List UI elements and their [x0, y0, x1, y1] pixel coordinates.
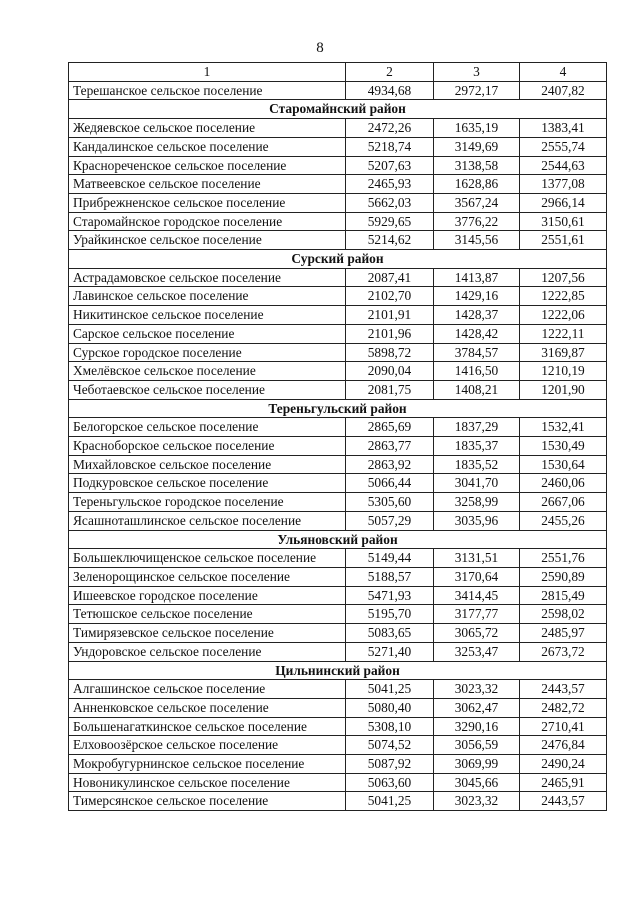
settlement-name-cell: Тимерсянское сельское поселение — [69, 792, 346, 811]
settlement-name-cell: Зеленорощинское сельское поселение — [69, 567, 346, 586]
table-row — [69, 755, 607, 774]
value-col4-cell: 2443,57 — [520, 680, 607, 699]
value-col3-cell: 1835,37 — [434, 437, 520, 456]
value-col4-cell: 2455,26 — [520, 511, 607, 530]
settlement-name-cell: Терешанское сельское поселение — [69, 81, 346, 100]
value-col2-cell: 2863,77 — [346, 437, 434, 456]
value-col2-cell: 5305,60 — [346, 493, 434, 512]
value-col2-cell: 5214,62 — [346, 231, 434, 250]
value-col3-cell: 2972,17 — [434, 81, 520, 100]
value-col2-cell: 2081,75 — [346, 380, 434, 399]
value-col2-cell: 2865,69 — [346, 418, 434, 437]
table-row — [69, 418, 607, 437]
value-col3-cell: 3062,47 — [434, 698, 520, 717]
settlement-name-cell: Жедяевское сельское поселение — [69, 119, 346, 138]
table-row — [69, 474, 607, 493]
table-row — [69, 680, 607, 699]
value-col4-cell: 2460,06 — [520, 474, 607, 493]
value-col4-cell: 1530,64 — [520, 455, 607, 474]
value-col2-cell: 5041,25 — [346, 680, 434, 699]
value-col3-cell: 1837,29 — [434, 418, 520, 437]
value-col4-cell: 1383,41 — [520, 119, 607, 138]
value-col4-cell: 2667,06 — [520, 493, 607, 512]
value-col4-cell: 2598,02 — [520, 605, 607, 624]
value-col3-cell: 3065,72 — [434, 624, 520, 643]
settlement-name-cell: Ишеевское городское поселение — [69, 586, 346, 605]
value-col3-cell: 3131,51 — [434, 549, 520, 568]
value-col3-cell: 3776,22 — [434, 212, 520, 231]
value-col2-cell: 5195,70 — [346, 605, 434, 624]
value-col3-cell: 3069,99 — [434, 755, 520, 774]
value-col2-cell: 5063,60 — [346, 773, 434, 792]
table-row — [69, 792, 607, 811]
value-col4-cell: 2490,24 — [520, 755, 607, 774]
table-row — [69, 156, 607, 175]
table-row — [69, 642, 607, 661]
table-row — [69, 698, 607, 717]
value-col2-cell: 5083,65 — [346, 624, 434, 643]
value-col3-cell: 1635,19 — [434, 119, 520, 138]
value-col3-cell: 1428,42 — [434, 324, 520, 343]
value-col4-cell: 1207,56 — [520, 268, 607, 287]
value-col4-cell: 2815,49 — [520, 586, 607, 605]
table-row — [69, 362, 607, 381]
value-col2-cell: 2101,96 — [346, 324, 434, 343]
table-row — [69, 81, 607, 100]
settlement-name-cell: Сурское городское поселение — [69, 343, 346, 362]
settlement-name-cell: Большенагаткинское сельское поселение — [69, 717, 346, 736]
settlement-name-cell: Елховоозёрское сельское поселение — [69, 736, 346, 755]
district-heading: Сурский район — [69, 250, 607, 269]
value-col4-cell: 1222,06 — [520, 306, 607, 325]
value-col2-cell: 5898,72 — [346, 343, 434, 362]
value-col2-cell: 5662,03 — [346, 193, 434, 212]
value-col3-cell: 3138,58 — [434, 156, 520, 175]
table-row — [69, 624, 607, 643]
value-col3-cell: 1428,37 — [434, 306, 520, 325]
value-col4-cell: 1377,08 — [520, 175, 607, 194]
value-col3-cell: 1416,50 — [434, 362, 520, 381]
settlement-name-cell: Новоникулинское сельское поселение — [69, 773, 346, 792]
value-col3-cell: 3253,47 — [434, 642, 520, 661]
table-row — [69, 343, 607, 362]
value-col3-cell: 3045,66 — [434, 773, 520, 792]
value-col3-cell: 3258,99 — [434, 493, 520, 512]
value-col2-cell: 5271,40 — [346, 642, 434, 661]
value-col2-cell: 2472,26 — [346, 119, 434, 138]
column-header: 1 — [69, 63, 346, 82]
value-col3-cell: 1413,87 — [434, 268, 520, 287]
settlement-name-cell: Белогорское сельское поселение — [69, 418, 346, 437]
table-row — [69, 212, 607, 231]
value-col3-cell: 3023,32 — [434, 792, 520, 811]
value-col4-cell: 2476,84 — [520, 736, 607, 755]
settlement-name-cell: Астрадамовское сельское поселение — [69, 268, 346, 287]
value-col3-cell: 3035,96 — [434, 511, 520, 530]
settlement-name-cell: Чеботаевское сельское поселение — [69, 380, 346, 399]
district-heading-row — [69, 530, 607, 549]
value-col4-cell: 2673,72 — [520, 642, 607, 661]
value-col3-cell: 1628,86 — [434, 175, 520, 194]
value-col2-cell: 2863,92 — [346, 455, 434, 474]
table-body — [69, 63, 607, 811]
value-col2-cell: 5074,52 — [346, 736, 434, 755]
value-col2-cell: 5929,65 — [346, 212, 434, 231]
value-col4-cell: 3169,87 — [520, 343, 607, 362]
value-col4-cell: 2590,89 — [520, 567, 607, 586]
settlement-name-cell: Старомайнское городское поселение — [69, 212, 346, 231]
value-col4-cell: 1222,85 — [520, 287, 607, 306]
table-row — [69, 137, 607, 156]
table-row — [69, 736, 607, 755]
settlement-name-cell: Прибрежненское сельское поселение — [69, 193, 346, 212]
settlement-name-cell: Мокробугурнинское сельское поселение — [69, 755, 346, 774]
table-row — [69, 437, 607, 456]
district-heading: Старомайнский район — [69, 100, 607, 119]
table-row — [69, 268, 607, 287]
value-col3-cell: 1429,16 — [434, 287, 520, 306]
value-col4-cell: 1530,49 — [520, 437, 607, 456]
value-col2-cell: 2087,41 — [346, 268, 434, 287]
value-col4-cell: 2544,63 — [520, 156, 607, 175]
column-header: 4 — [520, 63, 607, 82]
value-col4-cell: 1210,19 — [520, 362, 607, 381]
value-col2-cell: 5041,25 — [346, 792, 434, 811]
value-col3-cell: 3023,32 — [434, 680, 520, 699]
settlement-name-cell: Тетюшское сельское поселение — [69, 605, 346, 624]
value-col4-cell: 1222,11 — [520, 324, 607, 343]
table-row — [69, 175, 607, 194]
settlement-name-cell: Сарское сельское поселение — [69, 324, 346, 343]
value-col4-cell: 2407,82 — [520, 81, 607, 100]
value-col3-cell: 3290,16 — [434, 717, 520, 736]
table-row — [69, 193, 607, 212]
settlement-name-cell: Краснореченское сельское поселение — [69, 156, 346, 175]
value-col3-cell: 3041,70 — [434, 474, 520, 493]
value-col2-cell: 5057,29 — [346, 511, 434, 530]
value-col2-cell: 2465,93 — [346, 175, 434, 194]
settlement-name-cell: Тереньгульское городское поселение — [69, 493, 346, 512]
value-col4-cell: 2555,74 — [520, 137, 607, 156]
district-heading-row — [69, 100, 607, 119]
value-col2-cell: 4934,68 — [346, 81, 434, 100]
value-col3-cell: 3145,56 — [434, 231, 520, 250]
settlement-name-cell: Никитинское сельское поселение — [69, 306, 346, 325]
data-table — [68, 62, 607, 811]
value-col4-cell: 2966,14 — [520, 193, 607, 212]
value-col4-cell: 1532,41 — [520, 418, 607, 437]
settlement-name-cell: Алгашинское сельское поселение — [69, 680, 346, 699]
table-row — [69, 306, 607, 325]
table-row — [69, 231, 607, 250]
value-col4-cell: 2482,72 — [520, 698, 607, 717]
value-col4-cell: 2485,97 — [520, 624, 607, 643]
district-heading-row — [69, 250, 607, 269]
table-row — [69, 324, 607, 343]
settlement-name-cell: Подкуровское сельское поселение — [69, 474, 346, 493]
value-col3-cell: 1408,21 — [434, 380, 520, 399]
settlement-name-cell: Анненковское сельское поселение — [69, 698, 346, 717]
value-col3-cell: 3784,57 — [434, 343, 520, 362]
value-col3-cell: 3149,69 — [434, 137, 520, 156]
district-heading: Цильнинский район — [69, 661, 607, 680]
value-col3-cell: 1835,52 — [434, 455, 520, 474]
table-row — [69, 511, 607, 530]
table-row — [69, 119, 607, 138]
value-col4-cell: 2465,91 — [520, 773, 607, 792]
value-col2-cell: 5149,44 — [346, 549, 434, 568]
value-col2-cell: 2102,70 — [346, 287, 434, 306]
value-col2-cell: 2101,91 — [346, 306, 434, 325]
value-col4-cell: 1201,90 — [520, 380, 607, 399]
value-col2-cell: 5087,92 — [346, 755, 434, 774]
table-row — [69, 380, 607, 399]
value-col2-cell: 5066,44 — [346, 474, 434, 493]
value-col2-cell: 5080,40 — [346, 698, 434, 717]
settlement-name-cell: Большеключищенское сельское поселение — [69, 549, 346, 568]
table-row — [69, 717, 607, 736]
settlement-name-cell: Матвеевское сельское поселение — [69, 175, 346, 194]
table-row — [69, 586, 607, 605]
column-header: 2 — [346, 63, 434, 82]
district-heading: Тереньгульский район — [69, 399, 607, 418]
settlement-name-cell: Тимирязевское сельское поселение — [69, 624, 346, 643]
value-col2-cell: 2090,04 — [346, 362, 434, 381]
value-col3-cell: 3177,77 — [434, 605, 520, 624]
value-col2-cell: 5471,93 — [346, 586, 434, 605]
value-col2-cell: 5218,74 — [346, 137, 434, 156]
value-col3-cell: 3056,59 — [434, 736, 520, 755]
table-row — [69, 605, 607, 624]
value-col3-cell: 3567,24 — [434, 193, 520, 212]
value-col2-cell: 5207,63 — [346, 156, 434, 175]
value-col4-cell: 2710,41 — [520, 717, 607, 736]
table-row — [69, 567, 607, 586]
settlement-name-cell: Ундоровское сельское поселение — [69, 642, 346, 661]
settlement-name-cell: Михайловское сельское поселение — [69, 455, 346, 474]
value-col4-cell: 2551,76 — [520, 549, 607, 568]
value-col3-cell: 3414,45 — [434, 586, 520, 605]
value-col2-cell: 5188,57 — [346, 567, 434, 586]
district-heading: Ульяновский район — [69, 530, 607, 549]
page-number: 8 — [316, 40, 324, 56]
table-header-row — [69, 63, 607, 82]
value-col4-cell: 2551,61 — [520, 231, 607, 250]
table-row — [69, 773, 607, 792]
settlement-name-cell: Кандалинское сельское поселение — [69, 137, 346, 156]
table-row — [69, 493, 607, 512]
value-col3-cell: 3170,64 — [434, 567, 520, 586]
table-row — [69, 287, 607, 306]
value-col4-cell: 3150,61 — [520, 212, 607, 231]
column-header: 3 — [434, 63, 520, 82]
settlement-name-cell: Красноборское сельское поселение — [69, 437, 346, 456]
district-heading-row — [69, 399, 607, 418]
settlement-name-cell: Урайкинское сельское поселение — [69, 231, 346, 250]
district-heading-row — [69, 661, 607, 680]
value-col2-cell: 5308,10 — [346, 717, 434, 736]
table-row — [69, 549, 607, 568]
settlement-name-cell: Хмелёвское сельское поселение — [69, 362, 346, 381]
settlement-name-cell: Ясашноташлинское сельское поселение — [69, 511, 346, 530]
value-col4-cell: 2443,57 — [520, 792, 607, 811]
table-row — [69, 455, 607, 474]
settlement-name-cell: Лавинское сельское поселение — [69, 287, 346, 306]
